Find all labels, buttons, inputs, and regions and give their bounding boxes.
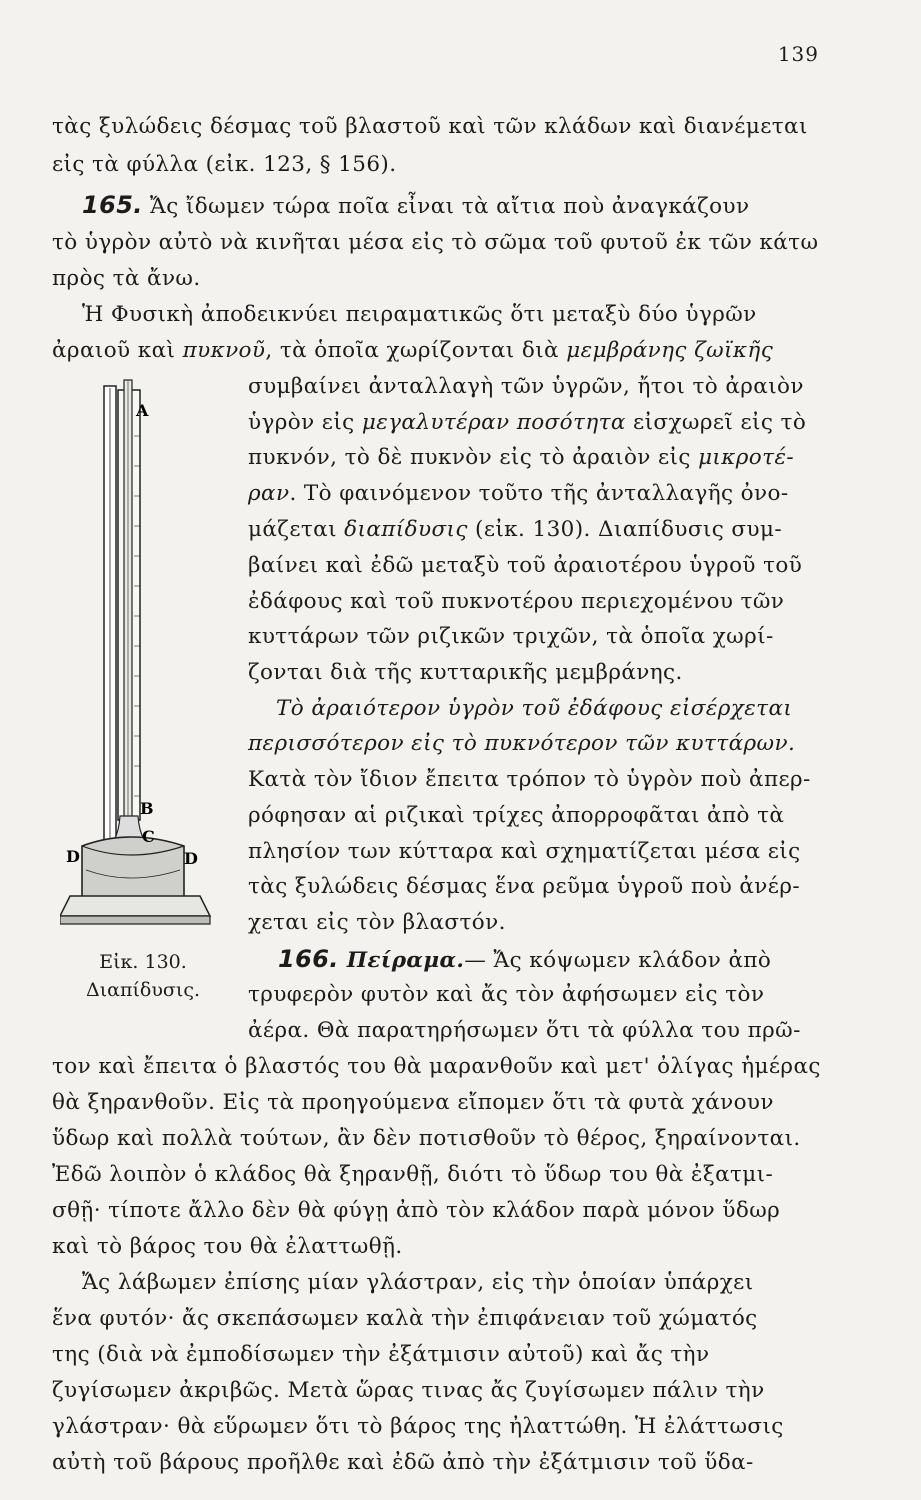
text-line: Ἡ Φυσικὴ ἀποδεικνύει πειραματικῶς ὅτι μεταξὺ δύο ὑγρῶν (82, 302, 757, 327)
section-number: 166. (278, 945, 339, 973)
emphasis: μικροτέ- (698, 445, 795, 470)
text-line (248, 515, 782, 545)
text-line: αὐτὴ τοῦ βάρους προῆλθε καὶ ἐδῶ ἀπὸ τὴν ἐξάτμισιν τοῦ ὕδα- (52, 1450, 754, 1475)
text-line: καὶ τὸ βάρος του θὰ ἐλαττωθῇ. (52, 1234, 403, 1259)
text-line (248, 408, 806, 438)
text-line: τὰς ξυλώδεις δέσμας ἕνα ρεῦμα ὑγροῦ ποὺ ἀνέρ- (248, 874, 801, 899)
text-line: θὰ ξηρανθοῦν. Εἰς τὰ προηγούμενα εἴπομεν ὅτι τὰ φυτὰ χάνουν (52, 1090, 774, 1115)
figure-caption-number: Εἰκ. 130. (99, 951, 187, 973)
text-line: τρυφερὸν φυτὸν καὶ ἄς τὸν ἀφήσωμεν εἰς τὸν (248, 982, 765, 1007)
text-line: Ἄς λάβωμεν ἐπίσης μίαν γλάστραν, εἰς τὴν ὁποίαν ὑπάρχει (82, 1270, 754, 1295)
figure-label-d-left: D (66, 847, 80, 866)
text-span: πυκνόν, τὸ δὲ πυκνὸν εἰς τὸ ἀραιὸν εἰς (248, 445, 699, 470)
figure-label-c: C (142, 827, 155, 846)
text-line: πρὸς τὰ ἄνω. (52, 266, 201, 291)
text-line: της (διὰ νὰ ἐμποδίσωμεν τὴν ἐξάτμισιν αὐτοῦ) καὶ ἄς τὴν (52, 1342, 710, 1367)
text-line: ἀέρα. Θὰ παρατηρήσωμεν ὅτι τὰ φύλλα του πρῶ- (248, 1018, 801, 1043)
text-line: Ἐδῶ λοιπὸν ὁ κλάδος θὰ ξηρανθῇ, διότι τὸ ὕδωρ του θὰ ἐξατμι- (52, 1162, 774, 1187)
text-line: συμβαίνει ἀνταλλαγὴ τῶν ὑγρῶν, ἤτοι τὸ ἀραιὸν (248, 374, 804, 399)
text-line: τον καὶ ἔπειτα ὁ βλαστός του θὰ μαρανθοῦν καὶ μετ' ὀλίγας ἡμέρας (52, 1054, 821, 1079)
osmometer-drawing (60, 376, 220, 936)
text-line (248, 479, 789, 509)
text-span: ὑγρὸν εἰς (248, 410, 362, 435)
emphasis: διαπίδυσις (344, 517, 468, 542)
text-span: Ἄς ἴδωμεν τώρα ποῖα εἶναι τὰ αἴτια ποὺ ἀναγκάζουν (142, 194, 750, 219)
figure-caption-title: Διαπίδυσις. (85, 979, 201, 1001)
section-166-line (278, 944, 771, 976)
text-line: γλάστραν· θὰ εὕρωμεν ὅτι τὸ βάρος της ἠλαττώθη. Ἡ ἐλάττωσις (52, 1414, 784, 1439)
text-line: ζονται διὰ τῆς κυτταρικῆς μεμβράνης. (248, 660, 683, 685)
figure-label-a: A (136, 401, 149, 420)
text-span: — Ἄς κόψωμεν κλάδον ἀπὸ (464, 948, 772, 973)
page-number: 139 (777, 42, 819, 66)
text-line: ζυγίσωμεν ἀκριβῶς. Μετὰ ὥρας τινας ἄς ζυγίσωμεν πάλιν τὴν (52, 1378, 765, 1403)
section-number: 165. (82, 191, 143, 219)
text-line: ἕνα φυτόν· ἄς σκεπάσωμεν καλὰ τὴν ἐπιφάνειαν τοῦ χώματός (52, 1306, 758, 1331)
text-span: , τὰ ὁποῖα χωρίζονται διὰ (265, 338, 567, 363)
text-line: εἰς τὰ φύλλα (εἰκ. 123, § 156). (52, 152, 397, 177)
text-line: κυττάρων τῶν ριζικῶν τριχῶν, τὰ ὁποῖα χωρί- (248, 624, 774, 649)
text-line: βαίνει καὶ ἐδῶ μεταξὺ τοῦ ἀραιοτέρου ὑγροῦ τοῦ (248, 553, 803, 578)
text-span: (εἰκ. 130). Διαπίδυσις συμ- (467, 517, 783, 542)
text-line: ἐδάφους καὶ τοῦ πυκνοτέρου περιεχομένου τῶν (248, 589, 785, 614)
text-line: χεται εἰς τὸν βλαστόν. (248, 910, 506, 935)
text-line: ὕδωρ καὶ πολλὰ τούτων, ἂν δὲν ποτισθοῦν τὸ θέρος, ξηραίνονται. (52, 1126, 801, 1151)
figure-label-d-right: D (184, 849, 198, 868)
text-line: ρόφησαν αἱ ριζικαὶ τρίχες ἀπορροφᾶται ἀπὸ τὰ (248, 803, 785, 828)
text-line: τὰς ξυλώδεις δέσμας τοῦ βλαστοῦ καὶ τῶν κλάδων καὶ διανέμεται (52, 114, 808, 139)
base (60, 896, 210, 916)
emphasis: μεμβράνης ζωϊκῆς (566, 338, 774, 363)
osmometer-apparatus-icon (60, 376, 220, 936)
text-line (276, 694, 792, 724)
text-line (248, 729, 795, 759)
text-span: μάζεται (248, 517, 345, 542)
text-line (248, 443, 794, 473)
emphasis: ραν (248, 481, 290, 506)
text-line: τὸ ὑγρὸν αὐτὸ νὰ κινῆται μέσα εἰς τὸ σῶμα τοῦ φυτοῦ ἐκ τῶν κάτω (52, 230, 819, 255)
figure-label-b: B (140, 799, 154, 818)
text-line (52, 336, 773, 366)
emphasis: μεγαλυτέραν ποσότητα (361, 410, 626, 435)
emphasis: Τὸ ἀραιότερον ὑγρὸν τοῦ ἐδάφους εἰσέρχεται (276, 696, 793, 721)
text-span: εἰσχωρεῖ εἰς τὸ (625, 410, 807, 435)
text-line: πλησίον των κύτταρα καὶ σχηματίζεται μέσα εἰς (248, 839, 801, 864)
text-line: σθῇ· τίποτε ἄλλο δὲν θὰ φύγῃ ἀπὸ τὸν κλάδον παρὰ μόνον ὕδωρ (52, 1198, 781, 1223)
text-span: . Τὸ φαινόμενον τοῦτο τῆς ἀνταλλαγῆς ὀνο- (289, 481, 789, 506)
section-heading: Πείραμα. (338, 948, 465, 973)
emphasis: περισσότερον εἰς τὸ πυκνότερον τῶν κυττάρων. (248, 731, 796, 756)
emphasis: πυκνοῦ (182, 338, 266, 363)
text-line: Κατὰ τὸν ἴδιον ἔπειτα τρόπον τὸ ὑγρὸν ποὺ ἀπερ- (248, 767, 811, 792)
section-165-line (82, 190, 749, 222)
text-span: ἀραιοῦ καὶ (52, 338, 183, 363)
